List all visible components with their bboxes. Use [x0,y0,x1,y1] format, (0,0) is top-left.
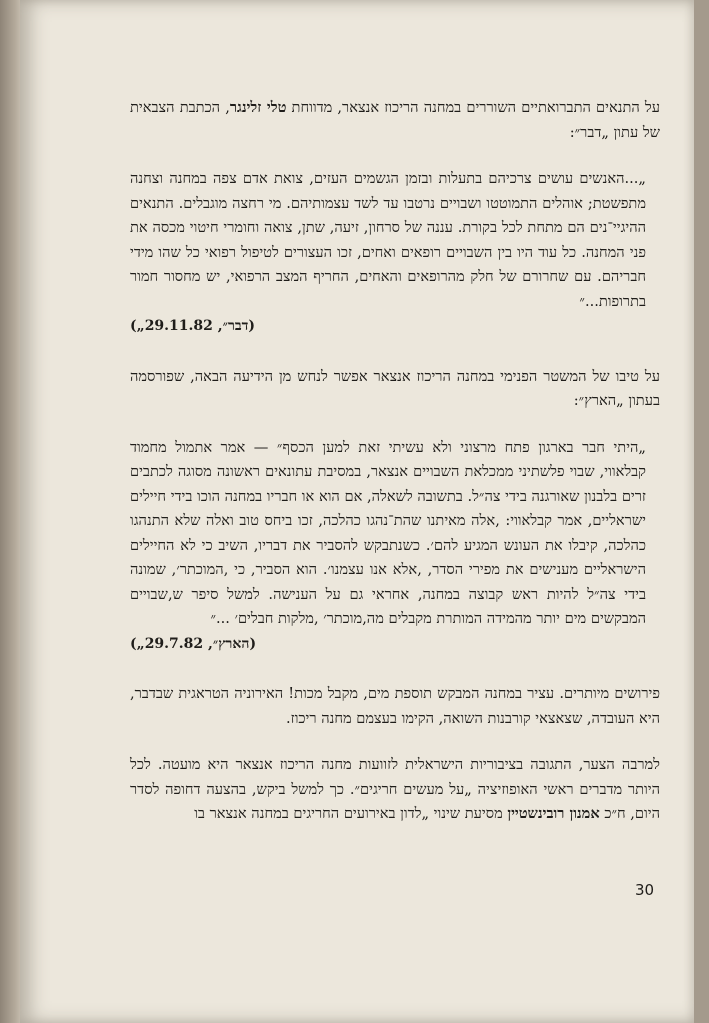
paragraph-4: למרבה הצער, התגובה בציבוריות הישראלית לזוועות מחנה הריכוז אנצאר היא מועטה. לכל היותר מדברים ראשי האופוזיציה „על מעשים חריגים״. כך למשל ביקש, בהצעה דחופה לסדר היום, ח״כ אמנון רובינשטיין מסיעת שינוי „לדון באירועים החריגים במחנה אנצאר בו [130,756,660,822]
source-haaretz: („הארץ״, 29.7.82) [130,635,257,652]
intro-paragraph-1: על התנאים התברואתיים השוררים במחנה הריכוז אנצאר, מדווחת טלי זלינגר, הכתבת הצבאית של עתון „דבר״: [130,99,661,141]
reporter-name: טלי זלינגר [229,99,287,116]
paragraph-3: פירושים מיותרים. עציר במחנה המבקש תוספת מים, מקבל מכות! האירוניה הטראגית שבדבר, היא העובדה, שצאצאי קורבנות השואה, הקימו בעצמם מחנה ריכוז. [130,685,660,727]
quote-haaretz: „היתי חבר בארגון פתח מרצוני ולא עשיתי זאת למען הכסף״ — אמר אתמול מחמוד קבלאווי, שבוי פלשתיני ממכלאת השבויים אנצאר, במסיבת עתונאים ראשונה מסוגה לכתבים זרים בלבנון שאורגנה בידי צה״ל. בתשובה לשאלה, אם הוא או חבריו במחנה הוכו בידי חיילים ישראליים, אמר קבלאווי: ‚אלה מאיתנו שהת־נהגו כהלכה, זכו ביחס טוב ואלה שלא התנהגו כהלכה, קיבלו את העונש המגיע להם׳. כשנתבקש להסביר את דבריו, השיב כי לא החיילים הישראליים מענישים את מפירי הסדר, ‚אלא אנו עצמנו׳. הוא הסביר, כי ‚המוכתר׳, שמונה בידי צה״ל להיות ראש קבוצה במחנה, אחראי גם על הענישה. למשל סיפר ש‚שבויים המבקשים מים יותר מהמידה המותרת מקבלים מה‚מוכתר׳ ‚מלקות חבלים׳ ...״ [130,438,646,627]
source-davar: („דבר״, 29.11.82) [130,318,255,334]
mk-name: אמנון רובינשטיין [507,805,600,822]
page-text [130,96,660,827]
page-number: 30 [635,881,655,899]
quote-davar: „...האנשים עושים צרכיהם בתעלות ובזמן הגשמים העזים, צואת אדם צפה במחנה וצחנה מתפשטת; אוהלים התמוטטו ושבויים נרטבו עד לשד עצמותיהם. מי רחצה מוגבלים. התנאים ההיגיי־נים הם מתחת לכל בקורת. עננה של סרחון, זיעה, שתן, צואה וחומרי חיטוי מכסה את פני המחנה. כל עוד היו בין השבויים רופאים ואחים, זכו העצורים לטיפול רפואי כל שהו מידי חבריהם. עם שחרורם של חלק מהרופאים והאחים, החריף המצב הרפואי, יש מחסור חמור בתרופות...״ [130,170,646,310]
intro-paragraph-2: על טיבו של המשטר הפנימי במחנה הריכוז אנצאר אפשר לנחש מן הידיעה הבאה, שפורסמה בעתון „הארץ״: [130,367,660,409]
book-page [20,0,694,1023]
